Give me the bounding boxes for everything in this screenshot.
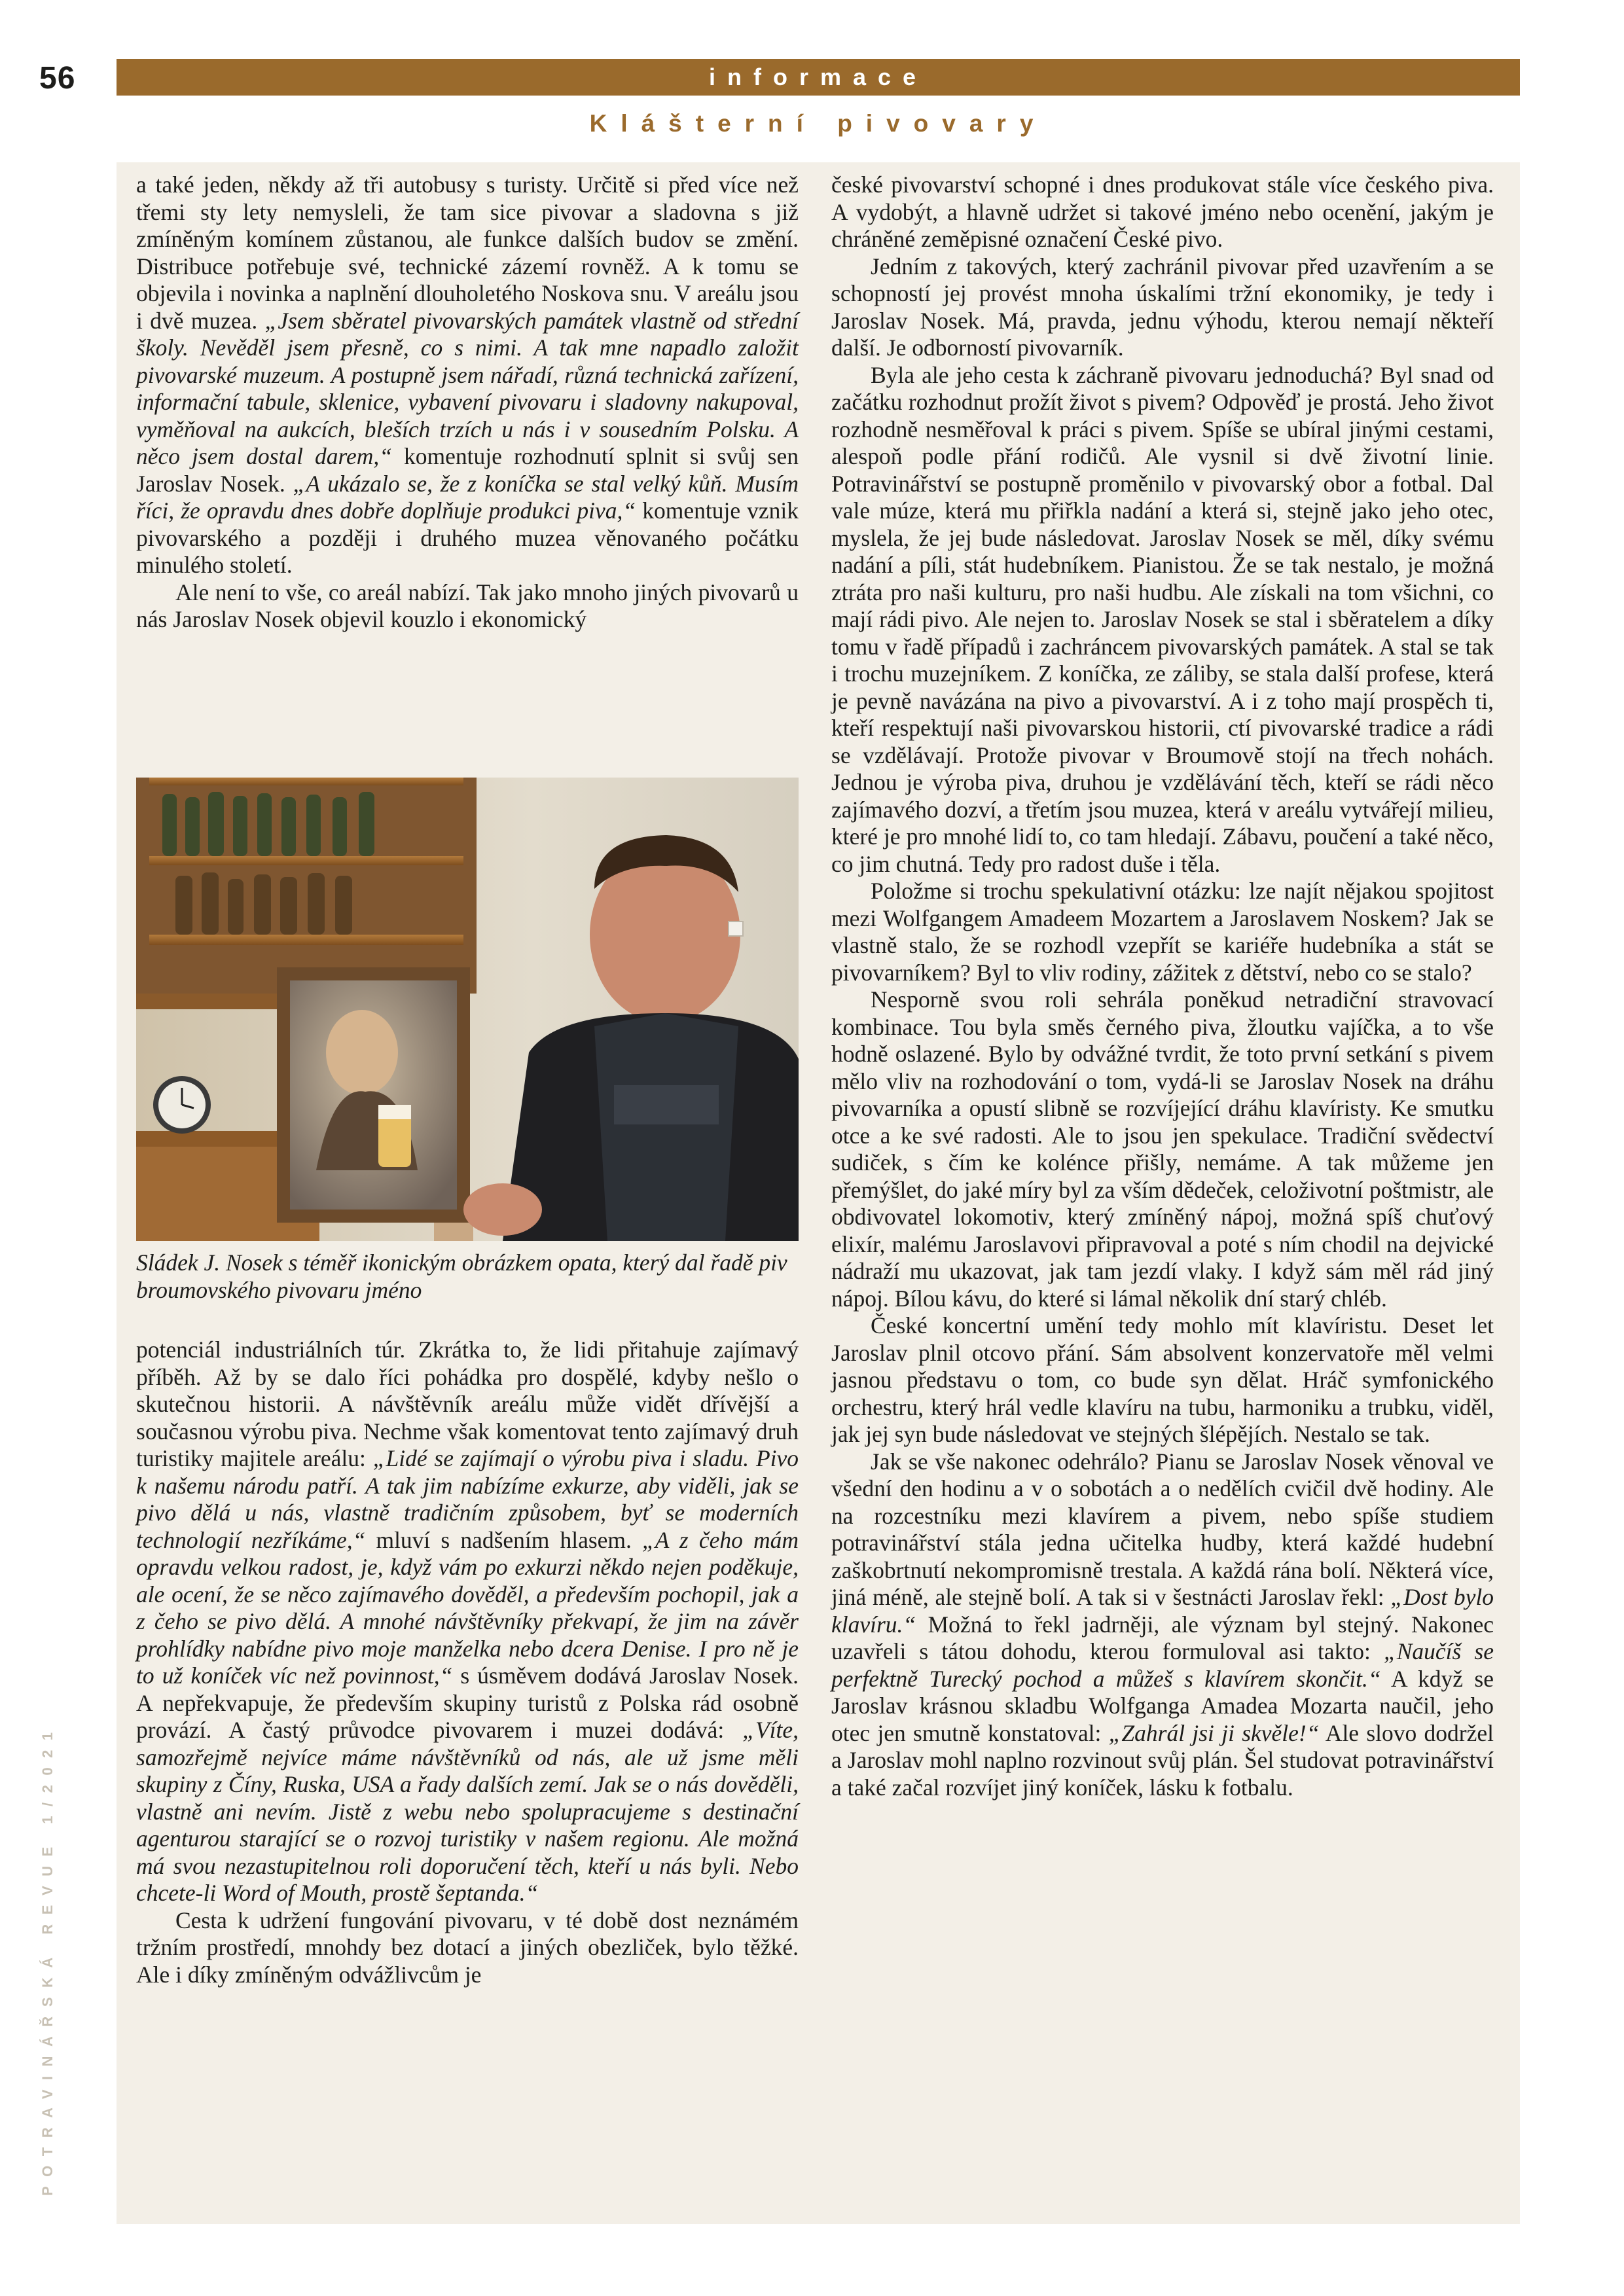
- body-text: Položme si trochu spekulativní otázku: lze najít nějakou spojitost mezi Wolfgangem Amadeem Mozartem a Jaroslavem Noskem? Jak se vlastně stalo, že se rozhodl vzepřít se kariéře hudebníka a stát se pivovarníkem? Byl to vliv rodiny, zážitek z dětství, nebo co se stalo?: [831, 878, 1494, 986]
- body-text: Nesporně svou roli sehrála poněkud netradiční stravovací kombinace. Tou byla směs černého piva, žloutku vajíčka, a to vše hodně oslazené. Bylo by odvážné tvrdit, že toto první setkání s pivem mělo vliv na rozhodování o tom, vydá-li se Jaroslav Nosek na dráhu pivovarníka a opustí slibně se rozvíjející dráhu klavíristy. Ke smutku otce a ke své radosti. Ale to jsou jen spekulace. Tradiční svědectví sudiček, s čím ke kolénce přišly, nemáme. A tak můžeme jen přemýšlet, do jaké míry byl za vším dědeček, celoživotní poštmistr, ale obdivovatel lokomotiv, který zmíněný nápoj, možná spíš chuťový elixír, malému Jaroslavovi připravoval a poté s ním chodil na dejvické nádraží mu ukazovat, jak tam jezdí vlaky. I když sám měl rád jiný nápoj. Bílou kávu, do které si lámal několik dní starý chléb.: [831, 986, 1494, 1312]
- article-column-left-bottom: [136, 1336, 799, 1988]
- body-text: Jak se vše nakonec odehrálo? Pianu se Jaroslav Nosek věnoval ve všední den hodinu a v o sobotách a o nedělích cvičil dvě hodiny. Ale na rozcestníku mezi klavírem a pivem, nebo spíše studiem potravinářství stála jedna učitelka hudby, která každé hudební zaškobrtnutí nekompromisně trestala. A každá rána bolí. Některá více, jiná méně, ale stejně bolí. A tak si v šestnácti Jaroslav řekl:: [831, 1448, 1494, 1610]
- section-label: informace: [708, 63, 928, 90]
- body-text: komentuje vznik pivovarského a později i druhého muzea věnovaného počátku minulého století.: [136, 497, 799, 578]
- section-header-bar: [117, 59, 1520, 96]
- body-text: Ale není to vše, co areál nabízí. Tak jako mnoho jiných pivovarů u nás Jaroslav Nosek objevil kouzlo i ekonomický: [136, 579, 799, 632]
- body-text: Cesta k udržení fungování pivovaru, v té době dost neznámém tržním prostředí, mnohdy bez dotací a jiných obezliček, bylo těžké. Ale i díky zmíněným odvážlivcům je: [136, 1907, 799, 1988]
- quote-text: „Naučíš se perfektně Turecký pochod a můžeš s klavírem skončit.“: [831, 1638, 1494, 1692]
- quote-text: „Dost bylo klavíru.“: [831, 1584, 1494, 1638]
- quote-text: „Víte, samozřejmě nejvíce máme návštěvníků od nás, ale už jsme měli skupiny z Číny, Ruska, USA a řady dalších zemí. Jak se o nás dověděli, vlastně ani nevím. Jistě z webu nebo spolupracujeme s destinační agenturou starající se o rozvoj turistiky v našem regionu. Ale možná má svou nezastupitelnou roli doporučení těch, kteří u nás byli. Nebo chcete-li Word of Mouth, prostě šeptanda.“: [136, 1717, 799, 1906]
- article-paragraph: [136, 1907, 799, 1989]
- article-paragraph: [831, 171, 1494, 253]
- quote-text: „Zahrál jsi ji skvěle!“: [1108, 1719, 1320, 1746]
- body-text: mluví s nadšením hlasem.: [365, 1526, 643, 1553]
- article-paragraph: [831, 253, 1494, 362]
- body-text: s úsměvem dodává Jaroslav Nosek. A nepřekvapuje, že především skupiny turistů z Polska rád osobně provází. A častý průvodce pivovarem i muzei dodává:: [136, 1662, 799, 1743]
- body-text: Ale slovo dodržel a Jaroslav mohl naplno rozvinout svůj plán. Šel studovat potravinářství a také začal rozvíjet jiný koníček, lásku k fotbalu.: [831, 1719, 1494, 1801]
- article-column-left-top: [136, 171, 799, 634]
- body-text: Možná to řekl jadrněji, ale význam byl stejný. Nakonec uzavřeli s tátou dohodu, kterou formuloval asi takto:: [831, 1611, 1494, 1664]
- body-text: české pivovarství schopné i dnes produkovat stále více českého piva. A vydobýt, a hlavně udržet si takové jméno nebo ocenění, jakým je chráněné zeměpisné označení České pivo.: [831, 171, 1494, 252]
- page-number: 56: [39, 61, 76, 96]
- quote-text: „A z čeho mám opravdu velkou radost, je, když vám po exkurzi někdo nejen poděkuje, ale ocení, že se něco zajímavého dověděl, a především pochopil, jak a z čeho se pivo dělá. A mnohé návštěvníky překvapí, že jim na závěr prohlídky nabídne pivo moje manželka nebo dcera Denise. I pro ně je to už koníček víc než povinnost,“: [136, 1526, 799, 1689]
- article-photo: [136, 778, 799, 1241]
- article-paragraph: [136, 1336, 799, 1907]
- article-paragraph: [831, 878, 1494, 986]
- article-paragraph: [831, 986, 1494, 1312]
- quote-text: „Lidé se zajímají o výrobu piva i sladu. Pivo k našemu národu patří. A tak jim nabízíme exkurze, aby viděli, jak se pivo dělá u nás, vlastně tradičním způsobem, byť se moderních technologií nezříkáme,“: [136, 1445, 799, 1553]
- article-paragraph: [136, 171, 799, 579]
- article-paragraph: [136, 579, 799, 634]
- running-head: POTRAVINÁŘSKÁ REVUE 1/2021: [39, 1723, 56, 2196]
- photo-caption: Sládek J. Nosek s téměř ikonickým obrázkem opata, který dal řadě piv broumovského pivovaru jméno: [136, 1249, 787, 1303]
- body-text: Jedním z takových, který zachránil pivovar před uzavřením a se schopností jej provést mnoha úskalími tržní ekonomiky, je tedy i Jaroslav Nosek. Má, pravda, jednu výhodu, kterou nemají někteří další. Je odborností pivovarník.: [831, 253, 1494, 361]
- body-text: Byla ale jeho cesta k záchraně pivovaru jednoduchá? Byl snad od začátku rozhodnut prožít život s pivem? Odpověď je prostá. Jeho život rozhodně nesměřoval k práci s pivem. Spíše se ubíral jinými cestami, alespoň podle přání rodičů. Ale vysnil si dvě životní linie. Potravinářství se postupně proměnilo v pivovarský obor a fotbal. Dal vale múze, která mu přiřkla nadání a která si, stejně jako jeho otec, myslela, že jej bude následovat. Jaroslav Nosek se měl, díky svému nadání a píli, stát hudebníkem. Pianistou. Že se tak nestalo, je možná ztráta pro naši kulturu, pro naši hudbu. Ale získali na tom všichni, co mají rádi pivo. Ale nejen to. Jaroslav Nosek se stal i sběratelem a díky tomu v řadě případů i zachráncem pivovarských památek. A stal se tak i trochu muzejníkem. Z koníčka, ze záliby, se stala další profese, která je pevně navázána na pivo a pivovarství. A i z toho mají prospěch ti, kteří respektují naši pivovarskou historii, ctí pivovarské tradice a rádi se vzdělávají. Protože pivovar v Broumově stojí na třech nohách. Jednou je výroba piva, druhou je vzdělávání těch, kteří se rádi něco zajímavého dozví, a třetím jsou muzea, která v areálu vytvářejí milieu, které je pro mnohé lidí to, co tam hledají. Zábavu, poučení a také něco, co jim chutná. Tedy pro radost duše i těla.: [831, 361, 1494, 877]
- article-paragraph: [831, 1448, 1494, 1802]
- body-text: České koncertní umění tedy mohlo mít klavíristu. Deset let Jaroslav plnil otcovo přání. Sám absolvent konzervatoře měl velmi jasnou představu o tom, co bude syn dělat. Hráč symfonického orchestru, který hrál vedle klavíru na tubu, harmoniku a trubku, viděl, jak jej syn bude následovat ve stejných šlépějích. Nestalo se tak.: [831, 1312, 1494, 1447]
- quote-text: „Jsem sběratel pivovarských památek vlastně od střední školy. Nevěděl jsem přesně, co s nimi. A tak mne napadlo založit pivovarské muzeum. A postupně jsem nářadí, různá technická zařízení, informační tabule, sklenice, vybavení pivovaru i sladovny nakupoval, vyměňoval na aukcích, bleších trzích u nás i v sousedním Polsku. A něco jsem dostal darem,“: [136, 307, 799, 469]
- body-text: A když se Jaroslav krásnou skladbu Wolfganga Amadea Mozarta naučil, jeho otec jen smutně konstatoval:: [831, 1665, 1494, 1746]
- article-title: Klášterní pivovary: [589, 110, 1047, 137]
- article-paragraph: [831, 1312, 1494, 1448]
- article-paragraph: [831, 362, 1494, 878]
- body-text: a také jeden, někdy až tři autobusy s turisty. Určitě si před více než třemi sty lety nemysleli, že tam sice pivovar a sladovna s již zmíněným komínem zůstanou, ale funkce dalších budov se změní. Distribuce potřebuje své, technické zázemí rovněž. A k tomu se objevila i novinka a naplnění dlouholetého Noskova snu. V areálu jsou i dvě muzea.: [136, 171, 799, 334]
- quote-text: „A ukázalo se, že z koníčka se stal velký kůň. Musím říci, že opravdu dnes dobře doplňuje produkci piva,“: [136, 470, 799, 524]
- body-text: potenciál industriálních túr. Zkrátka to, že lidi přitahuje zajímavý příběh. Až by se dalo říci pohádka pro dospělé, kdyby nešlo o skutečnou historii. A návštěvník areálu může vidět dřívější a současnou výrobu piva. Nechme však komentovat tento zajímavý druh turistiky majitele areálu:: [136, 1336, 799, 1471]
- article-column-right: [831, 171, 1494, 1801]
- body-text: komentuje rozhodnutí splnit si svůj sen Jaroslav Nosek.: [136, 443, 799, 497]
